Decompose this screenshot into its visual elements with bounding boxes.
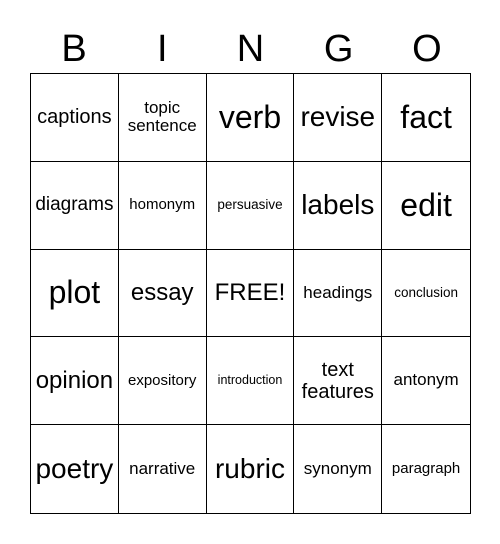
bingo-cell[interactable]: conclusion — [382, 250, 470, 338]
bingo-cell[interactable]: verb — [207, 74, 295, 162]
bingo-cell[interactable]: paragraph — [391, 459, 461, 477]
bingo-cell free-space[interactable]: FREE! — [207, 250, 295, 338]
bingo-cell[interactable]: poetry — [31, 425, 119, 513]
bingo-cell[interactable]: essay — [119, 250, 207, 338]
bingo-cell[interactable]: synonym — [294, 425, 382, 513]
header-letter-n: N — [236, 28, 265, 70]
bingo-cell[interactable]: persuasive — [207, 162, 295, 250]
bingo-cell[interactable]: rubric — [207, 425, 295, 513]
bingo-cell[interactable]: text features — [294, 337, 382, 425]
bingo-cell[interactable]: homonym — [119, 162, 207, 250]
bingo-cell[interactable]: narrative — [119, 425, 207, 513]
bingo-cell[interactable]: headings — [294, 250, 382, 338]
bingo-board — [30, 73, 471, 514]
bingo-header — [30, 26, 471, 72]
bingo-cell[interactable]: antonym — [382, 337, 470, 425]
bingo-cell[interactable]: diagrams — [31, 162, 119, 250]
bingo-cell[interactable]: plot — [31, 250, 119, 338]
header-letter-g: G — [323, 28, 354, 70]
header-letter-o: O — [412, 28, 442, 70]
bingo-cell[interactable]: expository — [119, 337, 207, 425]
header-letter-i: I — [157, 28, 168, 70]
bingo-cell[interactable]: fact — [382, 74, 470, 162]
bingo-cell[interactable]: opinion — [31, 337, 119, 425]
bingo-cell[interactable]: labels — [294, 162, 382, 250]
bingo-cell[interactable]: captions — [31, 74, 119, 162]
bingo-cell[interactable]: introduction — [207, 337, 295, 425]
header-letter-b: B — [61, 28, 87, 70]
bingo-cell[interactable]: edit — [382, 162, 470, 250]
bingo-cell[interactable]: topic sentence — [119, 74, 207, 162]
bingo-cell[interactable]: revise — [294, 74, 382, 162]
